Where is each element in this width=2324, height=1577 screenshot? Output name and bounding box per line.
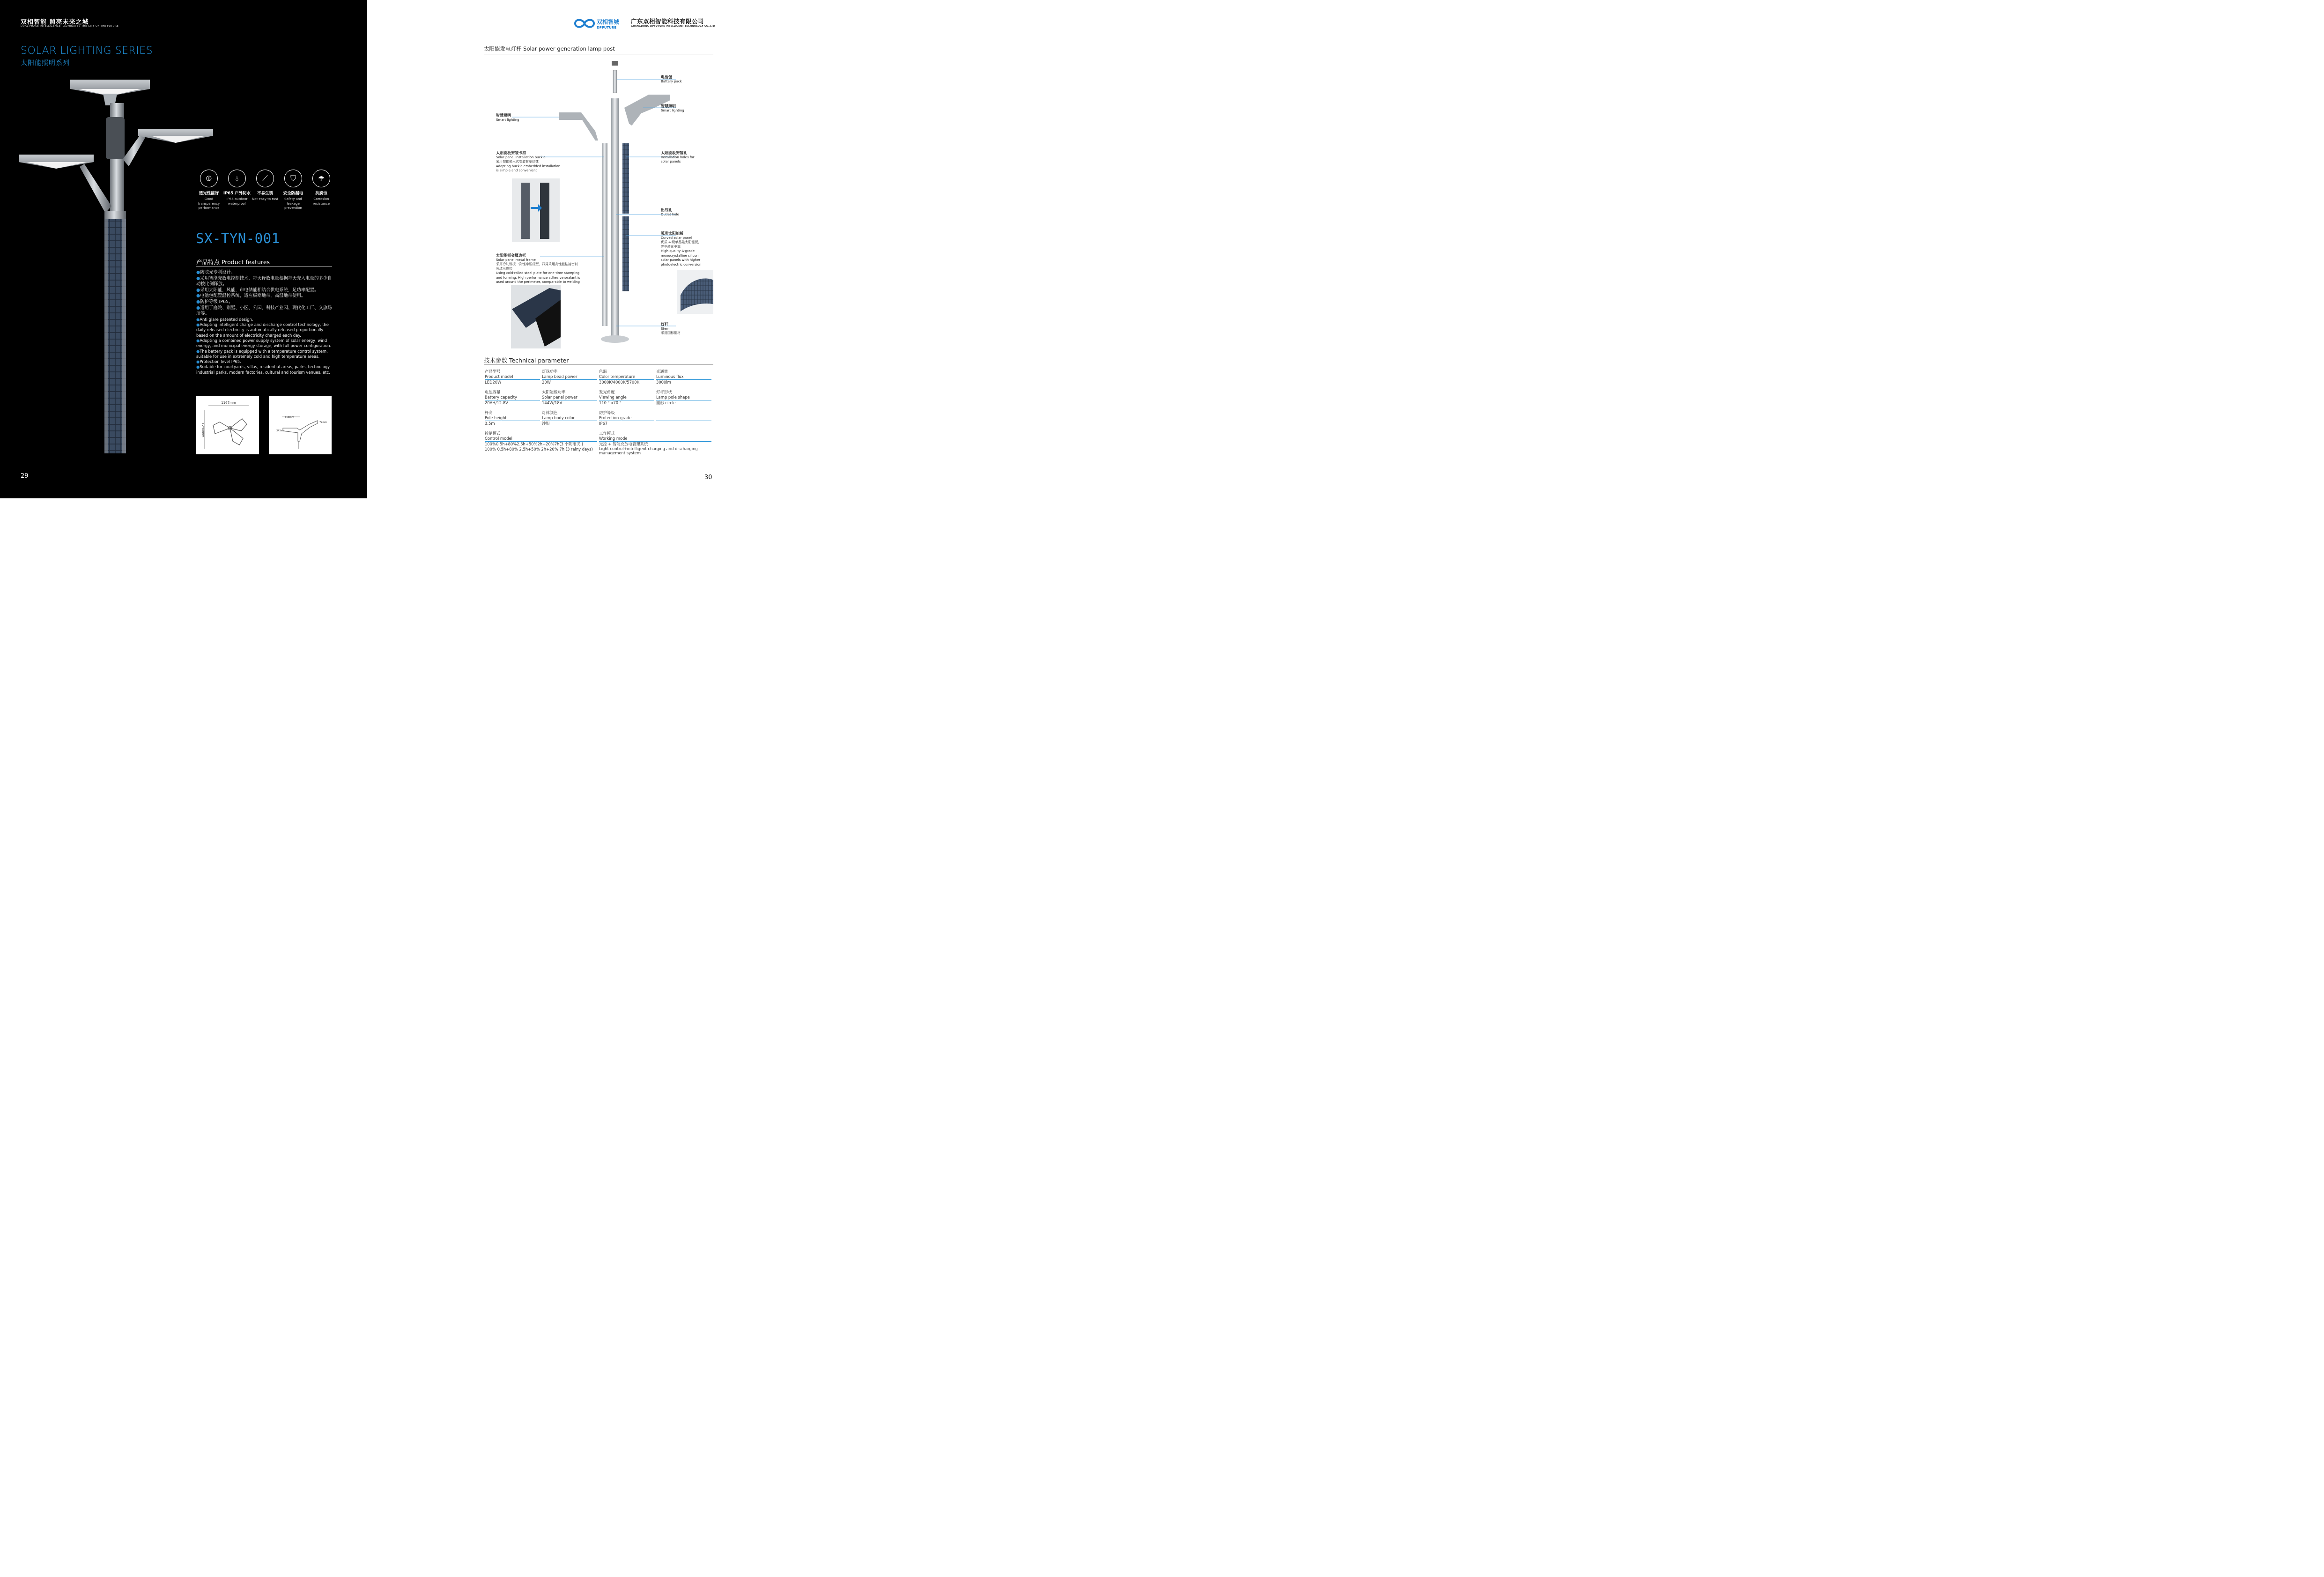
feature-bullet-en: ●Anti glare patented design. [196,317,253,322]
water-drop-icon: 💧︎ [228,170,246,187]
dim-a-label: 668mm [285,416,294,419]
callout-curved-panel: 弧形太阳能板 Curved solar panel 优质 A 级单晶硅太阳能板，光电转化更高 High quality A-grade monocrystalline silicon solar panels with higher photoelectric conversion [661,231,702,267]
page-number-left: 29 [21,473,29,480]
callout-install-holes: 太阳能板安装孔 Installation holes for solar panels [661,151,695,163]
feature-bullet-cn: ●电池包配置温控系统，适应极寒地带，高温地带使用。 [196,293,306,299]
product-features-list [196,270,335,375]
brand-slogan-en: DUAL PHASE INTELLIGENCE ILLUMINATES THE CITY OF THE FUTURE [21,25,119,28]
param-cell-control-mode: 控制模式 Control model 100%0.5h+80%2.5h+50%2h+20%7h(3 个阴雨天 ) 100% 0.5h+80% 2.5h+50% 2h+20% 7h (3 rainy days) [485,431,599,457]
tech-params-table [485,369,713,457]
page-number-right: 30 [704,474,712,481]
tech-params-title: 技术参数 Technical parameter [484,357,569,364]
dimension-drawing-side [269,396,332,454]
feature-label-cn: IP65 户外防水 [223,191,251,196]
feature-bullet-en: ●The battery pack is equipped with a temperature control system, suitable for use in extremely cold and high temperature areas. [196,348,328,359]
logo-text-cn: 双相智城 [597,19,620,25]
dim-height-label: 1290mm [201,422,205,437]
feature-bullet-en: ●Adopting a combined power supply system of solar energy, wind energy, and municipal energy storage, with full power configuration. [196,338,332,348]
right-page [367,0,734,498]
rust-resistant-icon: ⟋ [256,170,274,187]
callout-smart-lighting-left: 智慧照明 Smart lighting [496,113,519,122]
feature-icons-row [195,170,335,211]
callout-battery: 电池包 Battery pack [661,75,682,83]
param-cell: 防护等级 Protection grade IP67 [599,410,656,431]
feature-label-cn: 安全防漏电 [283,191,303,196]
param-cell: 太阳能板功率 Solar panel power 144W/18V [542,390,599,410]
callout-panel-buckle: 太阳能板安装卡扣 Solar panel Installation buckle 采用按扣嵌入式安装简单便捷 Adopting buckle embedded installation is simple and convenient [496,151,561,172]
param-cell: 电池容量 Battery capacity 20AH/12.8V [485,390,542,410]
callout-stem: 灯杆 Stem 采用国标钢材 [661,322,681,335]
param-cell-working-mode: 工作模式 Working mode 光控 + 智能充放电管理系统 Light control+intelligent charging and discharging management system [599,431,713,457]
callout-outlet-hole: 出线孔 Outlet hole [661,208,679,216]
param-cell: 杆高 Pole height 3.5m [485,410,542,431]
feature-bullet-cn: ●防护等级 IP65。 [196,299,233,304]
feature-bullet-cn: ●防眩光专利设计。 [196,270,236,275]
param-cell-empty [656,410,713,431]
feature-item [195,170,223,211]
dim-b-label: 345mm [276,429,286,432]
param-cell: 产品型号 Product model LED20W [485,369,542,390]
divider [484,364,713,365]
param-cell: 发光角度 Viewing angle 110 ° x70 ° [599,390,656,410]
callout-smart-lighting-right: 智慧照明 Smart lighting [661,104,684,112]
section-title: 太阳能发电灯杆 Solar power generation lamp post [484,45,615,52]
table-row [485,390,713,410]
feature-label-en: Corrosion resistance [313,197,330,206]
feature-label-en: IP65 outdoor waterproof [226,197,248,206]
param-cell: 色温 Color temperature 3000K/4000K/5700K [599,369,656,390]
feature-bullet-en: ●Adopting intelligent charge and discharge control technology, the daily released electricity is automatically released proportionally based on the amount of electricity charged each day. [196,322,329,338]
table-row [485,431,713,457]
corrosion-drop-icon: ☂ [312,170,330,187]
feature-item [307,170,335,211]
model-number: SX-TYN-001 [196,230,280,246]
feature-label-en: Not easy to rust [252,197,279,201]
company-logo [573,17,629,30]
brand-slogan-cn: 双相智能 照亮未来之城 [21,19,89,26]
feature-item [223,170,251,211]
feature-bullet-cn: ●适用于庭院、别墅、小区、公园、科技产业园、现代化工厂、文旅场所等。 [196,305,332,317]
param-cell: 灯珠功率 Lamp bead power 20W [542,369,599,390]
shield-lightning-icon: ⛉ [284,170,302,187]
solar-lamp-image [14,70,220,459]
feature-label-en: Safety and leakage prevention [284,197,302,210]
company-name-cn: 广东双相智能科技有限公司 [631,18,704,25]
table-row [485,369,713,390]
param-cell: 灯杆形状 Lamp pole shape 圆形 circle [656,390,713,410]
feature-label-en: Good transparency performance [198,197,220,210]
dimension-drawing-top [196,396,259,454]
brochure-spread [0,0,734,498]
feature-item [279,170,307,211]
feature-bullet-cn: ●采用智能充放电控制技术，每天释放电量根据每天充入电量的多少自动按比例释放。 [196,275,332,287]
dim-c-label: 72mm [319,421,327,424]
feature-label-cn: 抗腐蚀 [315,191,327,196]
dimension-drawing-side-svg [269,396,332,454]
exploded-pole-diagram [484,56,713,356]
param-cell: 灯体颜色 Lamp body color 沙银 [542,410,599,431]
feature-label-cn: 不易生锈 [257,191,273,196]
series-title-cn: 太阳能照明系列 [21,59,70,67]
feature-label-cn: 透光性能好 [199,191,219,196]
left-page [0,0,367,498]
feature-bullet-en: ●Protection level IP65. [196,359,241,364]
transparency-icon: ⦶ [200,170,218,187]
series-title-en: SOLAR LIGHTING SERIES [21,45,153,57]
logo-text-en: DPFUTURE [597,26,617,30]
company-name-en: GUANGDONG DPFUTURE INTELLIGENT TECHNOLOGY CO.,LTD [631,25,715,28]
table-row [485,410,713,431]
param-cell: 光通量 Luminous flux 3000lm [656,369,713,390]
product-features-title: 产品特点 Product features [196,259,270,266]
callout-metal-frame: 太阳能板金属边框 Solar panel metal frame 采用冷轧钢板一次性冲压成型，四周采用高性能粘接密封胶填出焊接 Using cold-rolled steel plate for one-time stamping and forming, High performance adhesive sealant is used around the perimeter, comparable to welding [496,253,580,284]
feature-bullet-en: ●Suitable for courtyards, villas, residential areas, parks, technology industrial parks, modern factories, cultural and tourism venues, etc. [196,364,330,375]
dimension-drawing-top-svg [196,396,259,454]
feature-bullet-cn: ●采用太阳能，风能，市电储能相结合供电系统，足功率配置。 [196,287,319,293]
dim-width-label: 1167mm [221,401,236,405]
feature-item [251,170,279,211]
